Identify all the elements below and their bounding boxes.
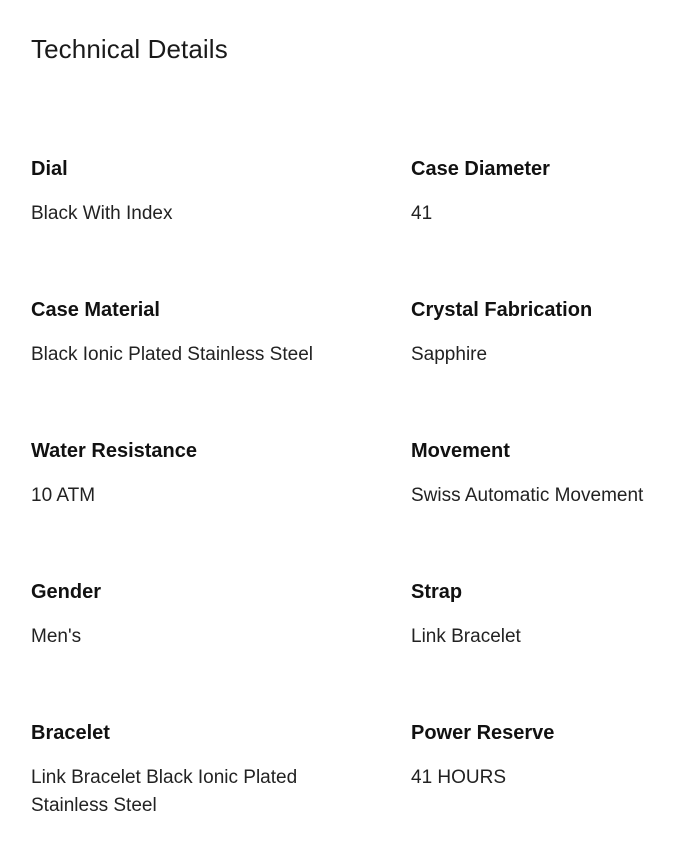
- spec-label: Crystal Fabrication: [411, 299, 593, 321]
- section-title: Technical Details: [31, 34, 228, 64]
- spec-value: Men's: [31, 626, 82, 647]
- spec-label: Dial: [31, 158, 68, 180]
- spec-value: 41: [411, 203, 433, 224]
- spec-bracelet: [31, 721, 341, 820]
- spec-label: Movement: [411, 440, 510, 462]
- spec-label: Bracelet: [31, 722, 110, 744]
- spec-movement: [411, 439, 696, 510]
- spec-dial: [31, 157, 341, 228]
- spec-case-diameter: [411, 157, 696, 228]
- spec-label: Case Diameter: [411, 158, 550, 180]
- spec-gender: [31, 580, 341, 651]
- spec-value: 41 HOURS: [411, 767, 507, 788]
- spec-case-material: [31, 298, 341, 369]
- spec-value: Swiss Automatic Movement: [411, 485, 644, 506]
- spec-water-resistance: [31, 439, 341, 510]
- spec-label: Water Resistance: [31, 440, 197, 462]
- spec-power-reserve: [411, 721, 696, 792]
- spec-label: Power Reserve: [411, 722, 555, 744]
- spec-label: Case Material: [31, 299, 160, 321]
- spec-label: Gender: [31, 581, 102, 603]
- spec-value: 10 ATM: [31, 485, 96, 506]
- spec-value: Black Ionic Plated Stainless Steel: [31, 344, 313, 365]
- spec-value: Link Bracelet: [411, 626, 521, 647]
- spec-value: Black With Index: [31, 203, 173, 224]
- spec-crystal-fabrication: [411, 298, 696, 369]
- spec-strap: [411, 580, 696, 651]
- spec-value: Link Bracelet Black Ionic Plated Stainless Steel: [31, 767, 298, 816]
- spec-label: Strap: [411, 581, 463, 603]
- spec-value: Sapphire: [411, 344, 488, 365]
